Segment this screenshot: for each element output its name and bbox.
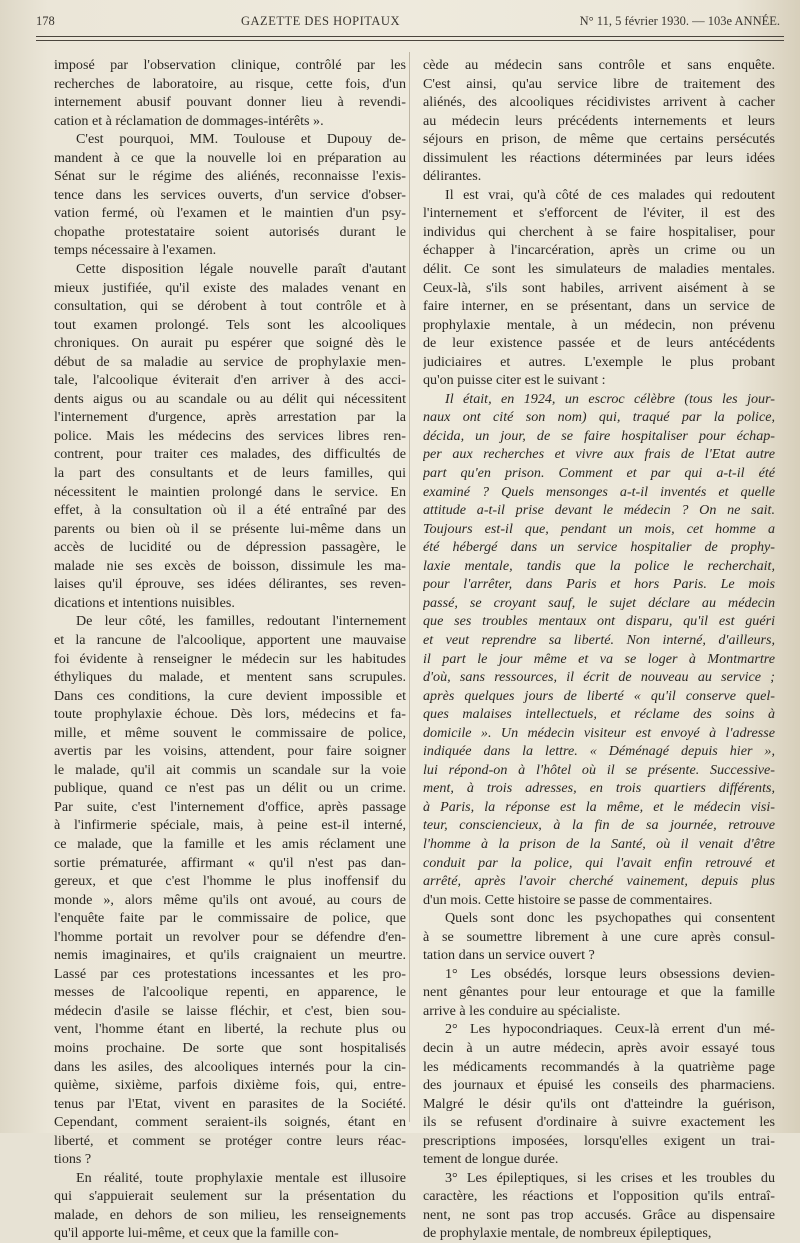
text-line: l'internement et s'efforcent de l'éviter, il est des xyxy=(423,205,775,222)
text-line: mieux justifiée, qu'il existe des malades venant en xyxy=(54,279,406,296)
text-line: Quels sont donc les psychopathes qui consentent xyxy=(445,910,775,927)
text-line: à l'infirmerie spéciale, mais, à peine est-il interné, xyxy=(54,817,406,834)
text-line: 3° Les épileptiques, si les crises et les troubles du xyxy=(445,1169,775,1186)
text-line: parents ou bien où il se présente lui-même dans un xyxy=(54,520,406,537)
text-line: arrive à les conduire au spécialiste. xyxy=(423,1002,621,1019)
text-line: foi évidente à renseigner le médecin sur les habitudes xyxy=(54,650,406,667)
text-line: Lassé par ces protestations incessantes et les pro- xyxy=(54,965,406,982)
text-line: tence dans les services ouverts, d'un service d'obser- xyxy=(54,186,406,203)
text-line: sortie prématurée, affirmant « qu'il n'est pas dan- xyxy=(54,854,406,871)
text-line: laises qu'il éprouve, ses idées délirantes, ses reven- xyxy=(54,576,406,593)
text-line: consultation, qui se dérobent à tout contrôle et à xyxy=(54,298,406,315)
text-line: séjours en prison, de même que certains persécutés xyxy=(423,131,775,148)
text-line: tement de longue durée. xyxy=(423,1151,559,1168)
text-line: mille, et même souvent le commissaire de police, xyxy=(54,724,406,741)
text-line: l'internement d'urgence, après arrestation par la xyxy=(54,409,406,426)
text-line: éthyliques du malade, et mentent sans scrupules. xyxy=(54,669,406,686)
text-line: messes de l'alcoolique repenti, en apparence, le xyxy=(54,984,406,1001)
text-line: Par suite, c'est l'internement d'office, après passage xyxy=(54,798,406,815)
text-line: Malgré le désir qu'ils ont d'atteindre la guérison, xyxy=(423,1095,775,1112)
text-line: été hébergé dans un service hospitalier de prophy- xyxy=(423,539,775,556)
header-rule-bottom xyxy=(36,40,784,41)
text-line: quième, sixième, parfois dixième fois, qui, entre- xyxy=(54,1077,406,1094)
text-line: mandent à ce que la nouvelle loi en préparation au xyxy=(54,149,406,166)
text-line: Ceux-là, s'ils sont habiles, arrivent aisément à se xyxy=(423,279,775,296)
text-line: nécessitent le maintien prolongé dans le service. En xyxy=(54,483,406,500)
text-line: tale, l'alcoolique éviterait d'en arriver à des acci- xyxy=(54,372,406,389)
text-line: qui s'appuierait seulement sur la présentation du xyxy=(54,1188,406,1205)
journal-title: GAZETTE DES HOPITAUX xyxy=(241,14,400,28)
text-line: avertis par les voisins, attendent, pour faire soigner xyxy=(54,743,406,760)
text-line: tenus par l'Etat, vivent en parasites de la Société. xyxy=(54,1095,406,1112)
column-divider xyxy=(409,52,410,1122)
text-line: à se soumettre librement à une cure après consul- xyxy=(423,928,775,945)
text-line: le malade, qu'il ait commis un scandale sur la voie xyxy=(54,761,406,778)
text-line: à Paris, la réponse est la même, et le médecin visi- xyxy=(423,798,775,815)
text-line: faire interner, en se présentant, dans un service de xyxy=(423,298,775,315)
text-line: examiné ? Quels mensonges a-t-il inventés et quelle xyxy=(423,483,775,500)
text-line: qu'on puisse citer est le suivant : xyxy=(423,372,606,389)
text-line: chroniques. On aurait pu espérer que soigné dès le xyxy=(54,335,406,352)
text-line: liberté, et comment se protéger contre leurs réac- xyxy=(54,1132,406,1149)
text-line: cède au médecin sans contrôle et sans enquête. xyxy=(423,57,775,73)
text-line: l'homme portait un revolver pour se défendre d'en- xyxy=(54,928,406,945)
text-line: Il était, en 1924, un escroc célèbre (tous les jour- xyxy=(445,390,775,407)
text-line: judiciaires et autres. L'exemple le plus probant xyxy=(423,353,775,370)
text-line: C'est ainsi, qu'au service libre de traitement des xyxy=(423,75,775,92)
text-line: vent, l'homme étant en liberté, la rechute plus ou xyxy=(54,1021,406,1038)
text-line: ce malade, que la famille et les amis réclament une xyxy=(54,835,406,852)
text-line: accès de lucidité ou de dépression passagère, le xyxy=(54,539,406,556)
text-line: des journaux et épuisé les conseils des pharmaciens. xyxy=(423,1077,775,1094)
right-text-column xyxy=(423,56,775,1243)
text-line: temps nécessaire à l'examen. xyxy=(54,242,217,259)
text-line: décida, un jour, de se faire hospitaliser pour échap- xyxy=(423,427,775,444)
text-line: les médicaments recommandés à la quatrième page xyxy=(423,1058,775,1075)
running-header xyxy=(36,8,786,34)
text-line: malade nie ses excès de boisson, dissimule les ma- xyxy=(54,557,406,574)
text-line: délit. Ce sont les simulateurs de maladies mentales. xyxy=(423,261,775,278)
text-line: teur, consciencieux, à la fin de sa journée, retrouve xyxy=(423,817,775,834)
text-line: domicile ». Un médecin visiteur est envoyé à l'adresse xyxy=(423,724,775,741)
text-line: ils se refusent d'ordinaire à suivre exactement les xyxy=(423,1114,775,1131)
text-line: nemis imaginaires, et qu'ils craignaient un meurtre. xyxy=(54,947,406,964)
text-line: d'un mois. Cette histoire se passe de commentaires. xyxy=(423,891,713,908)
text-line: dissimulent les réactions déterminées par leurs idées xyxy=(423,149,775,166)
text-line: contrent, pour traiter ces malades, des difficultés de xyxy=(54,446,406,463)
text-line: ques malaises intellectuels, et réclame des soins à xyxy=(423,706,775,723)
text-line: de leur existence passée et de leurs antécédents xyxy=(423,335,775,352)
text-line: effet, à la consultation où il a été entraîné par des xyxy=(54,502,406,519)
text-line: naux ont cité son nom) qui, traqué par la police, xyxy=(423,409,775,426)
text-line: l'homme à la prison de la Santé, où il venait d'être xyxy=(423,835,775,852)
text-line: dents aigus ou au scandale ou au délit qui nécessitent xyxy=(54,390,406,407)
text-line: recherches de laboratoire, au risque, cette fois, d'un xyxy=(54,75,406,92)
issue-info: N° 11, 5 février 1930. — 103e ANNÉE. xyxy=(579,14,780,28)
text-line: et la rancune de l'alcoolique, apportent une mauvaise xyxy=(54,631,406,648)
text-line: police. Mais les médecins des services libres ren- xyxy=(54,427,406,444)
text-line: toute prophylaxie échoue. Dès lors, médecins et fa- xyxy=(54,706,406,723)
text-line: nent, ne sont pas trop accusés. Grâce au dispensaire xyxy=(423,1206,775,1223)
text-line: qu'il apporte lui-même, et ceux que la famille con- xyxy=(54,1225,339,1242)
text-line: Il est vrai, qu'à côté de ces malades qui redoutent xyxy=(445,186,775,203)
text-line: nent gênantes pour leur entourage et que la famille xyxy=(423,984,775,1001)
text-line: C'est pourquoi, MM. Toulouse et Dupouy de- xyxy=(76,131,406,148)
text-line: chopathe protestataire soient autorisés durant le xyxy=(54,223,406,240)
text-line: 1° Les obsédés, lorsque leurs obsessions devien- xyxy=(445,965,775,982)
text-line: arrêté, après l'avoir cherché vainement, depuis plus xyxy=(423,873,775,890)
text-line: indiquée dans la lettre. « Déménagé depuis hier », xyxy=(423,743,775,760)
text-line: part qu'en prison. Comment et par qui a-t-il été xyxy=(423,465,775,482)
text-line: tions ? xyxy=(54,1151,92,1168)
text-line: ment, à trois adresses, en trois quartiers différents, xyxy=(423,780,775,797)
text-line: après quelques jours de liberté « qu'il conserve quel- xyxy=(423,687,775,704)
left-text-column xyxy=(54,56,406,1243)
text-line: Sénat sur le régime des aliénés, reconnaisse l'exis- xyxy=(54,168,406,185)
text-line: conduit par la police, qui l'avait enfin retrouvé et xyxy=(423,854,775,871)
text-line: tation dans un service ouvert ? xyxy=(423,947,595,964)
text-line: malade, en dehors de son milieu, les renseignements xyxy=(54,1206,406,1223)
text-line: l'enquête faite par le commissaire de police, que xyxy=(54,910,406,927)
text-line: d'où, sans ressources, il écrit de nouveau au service ; xyxy=(423,669,775,686)
text-line: Cependant, comment seraient-ils soignés, étant en xyxy=(54,1114,406,1131)
text-line: il part le jour même et va se loger à Montmartre xyxy=(423,650,775,667)
text-line: échapper à l'incarcération, après un crime ou un xyxy=(423,242,775,259)
text-line: tout examen prolongé. Tels sont les alcooliques xyxy=(54,316,406,333)
text-line: cation et à réclamation de dommages-intérêts ». xyxy=(54,112,324,129)
text-line: Cette disposition légale nouvelle paraît d'autant xyxy=(76,261,406,278)
text-line: moins prochaine. De sorte que sont hospitalisés xyxy=(54,1039,406,1056)
header-rule-top xyxy=(36,36,784,37)
text-line: per aux recherches et vivre aux frais de l'Etat autre xyxy=(423,446,775,463)
page-number: 178 xyxy=(36,14,55,28)
text-line: 2° Les hypocondriaques. Ceux-là errent d'un mé- xyxy=(445,1021,775,1038)
text-line: vation fermé, où l'examen et le maintien d'un psy- xyxy=(54,205,406,222)
text-line: délirantes. xyxy=(423,168,482,185)
text-line: caractère, les réactions et l'opposition qu'ils entraî- xyxy=(423,1188,775,1205)
text-line: dications et intentions nuisibles. xyxy=(54,594,235,611)
text-line: De leur côté, les familles, redoutant l'internement xyxy=(76,613,406,630)
text-line: publique, quand ce n'est pas un délit ou un crime. xyxy=(54,780,406,797)
text-line: individus qui cherchent à se faire hospitaliser, pour xyxy=(423,223,775,240)
text-line: gereux, et que c'est l'homme le plus inoffensif du xyxy=(54,873,406,890)
text-line: dans les asiles, des alcooliques internés pour la cin- xyxy=(54,1058,406,1075)
text-line: pour l'arrêter, dans Paris et hors Paris. Le mois xyxy=(423,576,775,593)
text-line: et veut reprendre sa liberté. Non interné, d'ailleurs, xyxy=(423,631,775,648)
text-line: Dans ces conditions, la cure devient impossible et xyxy=(54,687,406,704)
text-line: prescriptions imposées, lorsqu'elles exigent un trai- xyxy=(423,1132,775,1149)
text-line: aliénés, des alcooliques récidivistes arrivent à cacher xyxy=(423,94,775,111)
text-line: Toujours est-il que, pendant un mois, cet homme a xyxy=(423,520,775,537)
text-line: prophylaxie mentale, à un médecin, non prévenu xyxy=(423,316,775,333)
text-line: monde », alors même qu'ils ont avoué, au cours de xyxy=(54,891,406,908)
text-line: lui répond-on à l'hôtel où il se présente. Successive- xyxy=(423,761,775,778)
text-line: attitude a-t-il prise devant le médecin ? On ne sait. xyxy=(423,502,775,519)
text-line: médecin d'asile se laisse fléchir, et c'est, bien sou- xyxy=(54,1002,406,1019)
text-line: imposé par l'observation clinique, contrôlé par les xyxy=(54,57,406,73)
text-line: En réalité, toute prophylaxie mentale est illusoire xyxy=(76,1169,406,1186)
text-line: début de sa maladie au service de prophylaxie men- xyxy=(54,353,406,370)
text-line: que ses troubles mentaux ont disparu, qu'il est guéri xyxy=(423,613,775,630)
text-line: de prophylaxie mentale, de nombreux épileptiques, xyxy=(423,1225,712,1242)
text-line: laxie mentale, tandis que la police le recherchait, xyxy=(423,557,775,574)
text-line: passé, se croyant sauf, le sujet déclare au médecin xyxy=(423,594,775,611)
text-line: internement abusif pouvant donner lieu à revendi- xyxy=(54,94,406,111)
text-line: decin à un autre médecin, après avoir essayé tous xyxy=(423,1039,775,1056)
text-line: la part des consultants et de leurs familles, qui xyxy=(54,465,406,482)
text-line: au médecin leurs précédents internements et leurs xyxy=(423,112,775,129)
